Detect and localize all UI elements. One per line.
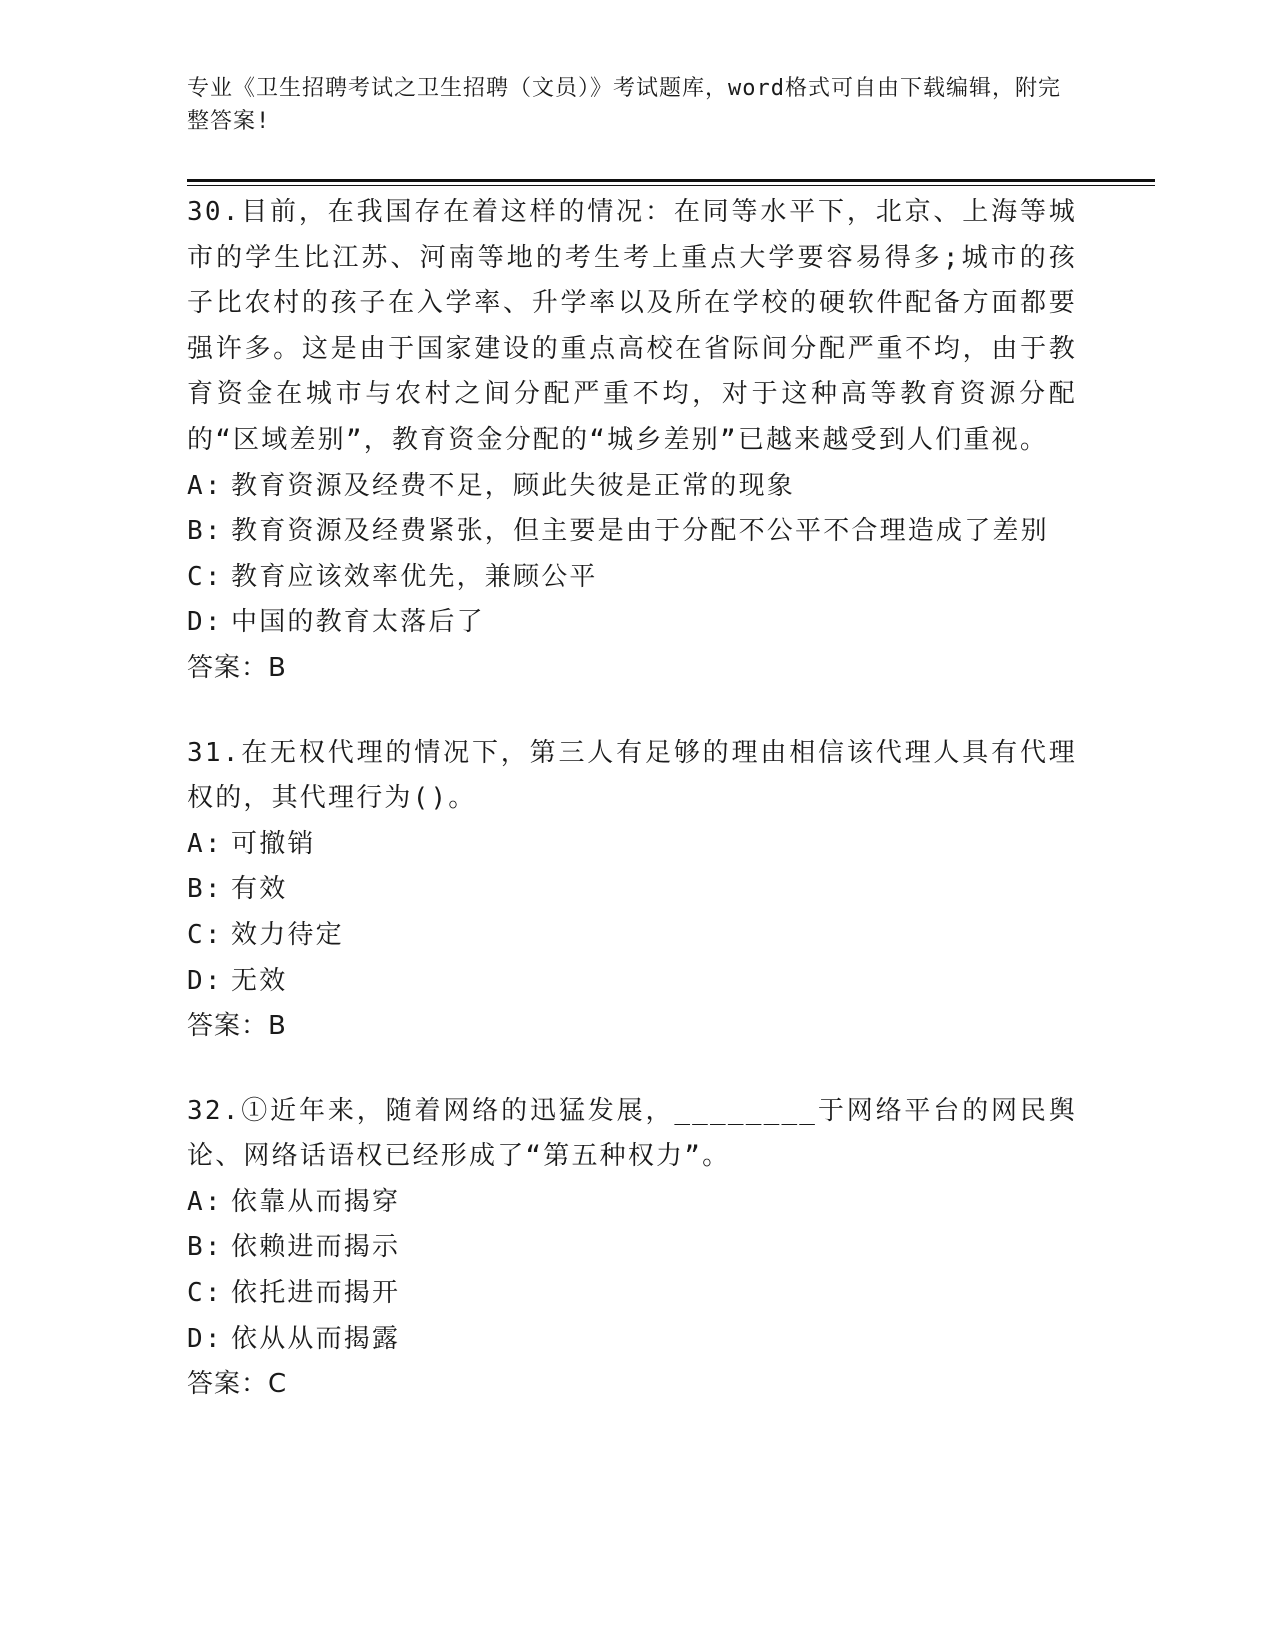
option-text: 有效: [231, 874, 288, 905]
option-letter: A:: [187, 470, 223, 501]
option-text: 依赖进而揭示: [231, 1232, 401, 1263]
option-text: 教育资源及经费不足，顾此失彼是正常的现象: [231, 470, 796, 501]
option-letter: C:: [187, 561, 223, 592]
option-b: [187, 1225, 1077, 1271]
answer-line: 答案：B: [187, 1011, 287, 1042]
question-stem: 30.目前，在我国存在着这样的情况：在同等水平下，北京、上海等城市的学生比江苏、河南等地的考生考上重点大学要容易得多;城市的孩子比农村的孩子在入学率、升学率以及所在学校的硬软件配备方面都要强许多。这是由于国家建设的重点高校在省际间分配严重不均，由于教育资金在城市与农村之间分配严重不均，对于这种高等教育资源分配的“区域差别”，教育资金分配的“城乡差别”已越来越受到人们重视。: [187, 197, 1077, 455]
header-divider-thin: [187, 185, 1155, 186]
answer-line: 答案：C: [187, 1369, 288, 1400]
option-letter: A:: [187, 1186, 223, 1217]
option-letter: A:: [187, 828, 223, 859]
option-letter: C:: [187, 919, 223, 950]
option-text: 教育资源及经费紧张，但主要是由于分配不公平不合理造成了差别: [231, 516, 1049, 547]
option-letter: D:: [187, 607, 223, 638]
option-c: [187, 913, 1077, 959]
header-divider-thick: [187, 179, 1155, 182]
question-list: [187, 190, 1077, 1447]
option-text: 效力待定: [231, 919, 344, 950]
option-d: [187, 959, 1077, 1005]
option-text: 无效: [231, 965, 288, 996]
option-text: 依托进而揭开: [231, 1278, 401, 1309]
option-c: [187, 555, 1077, 601]
option-letter: D:: [187, 965, 223, 996]
option-b: [187, 509, 1077, 555]
option-text: 可撤销: [231, 828, 316, 859]
question-stem: 31.在无权代理的情况下，第三人有足够的理由相信该代理人具有代理权的，其代理行为()。: [187, 737, 1077, 814]
option-text: 依从从而揭露: [231, 1323, 401, 1354]
answer-line: 答案：B: [187, 652, 287, 683]
option-letter: B:: [187, 1232, 223, 1263]
question-31: [187, 731, 1077, 1050]
option-text: 依靠从而揭穿: [231, 1186, 401, 1217]
option-letter: D:: [187, 1323, 223, 1354]
question-32: [187, 1089, 1077, 1408]
option-a: [187, 464, 1077, 510]
question-stem: 32.①近年来，随着网络的迅猛发展，________于网络平台的网民舆论、网络话语权已经形成了“第五种权力”。: [187, 1095, 1077, 1172]
option-letter: B:: [187, 516, 223, 547]
option-b: [187, 867, 1077, 913]
option-d: [187, 600, 1077, 646]
option-letter: B:: [187, 874, 223, 905]
option-text: 教育应该效率优先，兼顾公平: [231, 561, 598, 592]
option-d: [187, 1317, 1077, 1363]
document-header: 专业《卫生招聘考试之卫生招聘（文员）》考试题库，word格式可自由下载编辑，附完整答案!: [187, 76, 1061, 134]
option-text: 中国的教育太落后了: [231, 607, 485, 638]
option-letter: C:: [187, 1278, 223, 1309]
option-c: [187, 1271, 1077, 1317]
option-a: [187, 822, 1077, 868]
option-a: [187, 1180, 1077, 1226]
question-30: [187, 190, 1077, 692]
